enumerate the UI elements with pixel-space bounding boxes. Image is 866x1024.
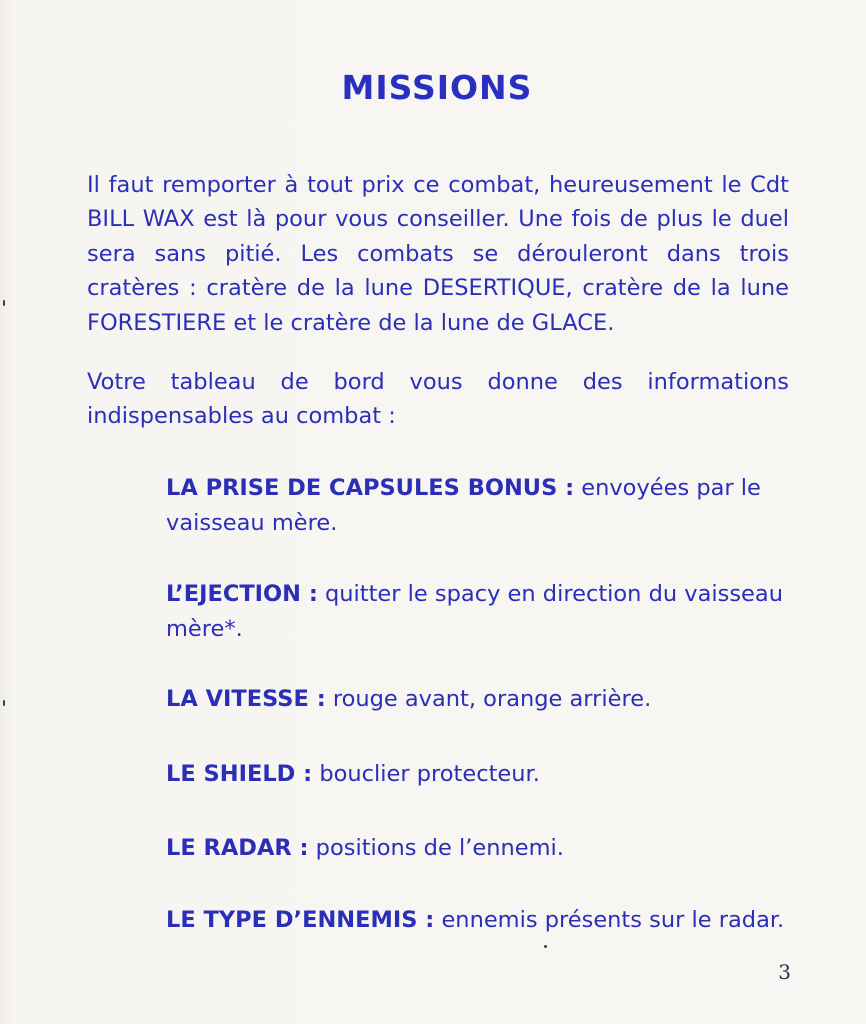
list-item-enemy-type: [166, 903, 796, 938]
list-item-ejection: [166, 577, 796, 646]
item-label: LE TYPE D’ENNEMIS :: [166, 907, 435, 933]
binding-mark: [3, 300, 5, 306]
item-text: bouclier protecteur.: [312, 761, 540, 787]
page-title: MISSIONS: [341, 68, 533, 107]
list-item-speed: [166, 682, 796, 717]
item-text: ennemis présents sur le radar.: [434, 907, 785, 933]
page-number: 3: [778, 960, 791, 984]
item-label: LA PRISE DE CAPSULES BONUS :: [166, 475, 575, 501]
item-label: LE RADAR :: [166, 835, 309, 861]
list-item-shield: [166, 757, 796, 792]
intro-paragraph: Il faut remporter à tout prix ce combat, heureusement le Cdt BILL WAX est là pour vous conseiller. Une fois de plus le duel sera sans pitié. Les combats se dérouleront dans trois cratères : cratère de la lune DESERTIQUE, cratère de la lune FORESTIERE et le cratère de la lune de GLACE.: [87, 171, 789, 336]
item-label: LE SHIELD :: [166, 761, 313, 787]
item-label: LA VITESSE :: [166, 686, 326, 712]
print-speck: [544, 945, 547, 948]
list-item-bonus-capsules: [166, 471, 796, 540]
item-label: L’EJECTION :: [166, 581, 318, 607]
item-text: envoyées par le vaisseau mère.: [166, 475, 761, 536]
item-text: positions de l’ennemi.: [308, 835, 564, 861]
item-text: rouge avant, orange arrière.: [325, 686, 652, 712]
binding-mark: [3, 700, 5, 706]
dashboard-paragraph: Votre tableau de bord vous donne des informations indispensables au combat :: [87, 368, 789, 429]
item-text: quitter le spacy en direction du vaisseau mère*.: [166, 581, 783, 642]
list-item-radar: [166, 831, 796, 866]
